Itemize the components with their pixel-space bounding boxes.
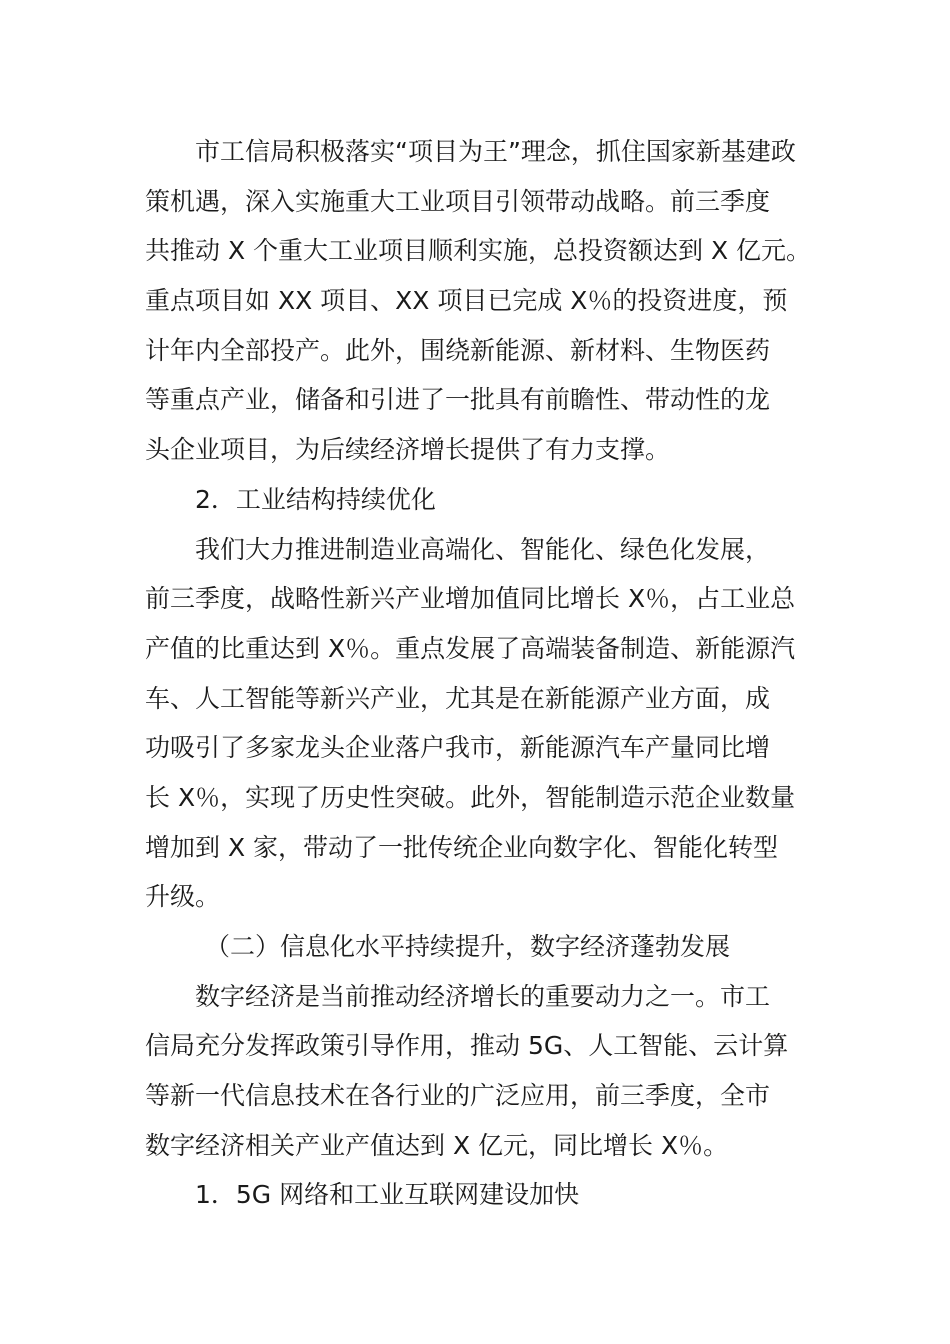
paragraph-line: 市工信局积极落实“项目为王”理念，抓住国家新基建政 <box>195 137 796 166</box>
paragraph-line: 长 X％，实现了历史性突破。此外，智能制造示范企业数量 <box>145 782 796 812</box>
paragraph-line: 功吸引了多家龙头企业落户我市，新能源汽车产量同比增 <box>145 733 771 763</box>
paragraph-line: 头企业项目，为后续经济增长提供了有力支撑。 <box>145 435 671 465</box>
paragraph-line: 前三季度，战略性新兴产业增加值同比增长 X％，占工业总 <box>145 584 796 614</box>
paragraph-line: 等重点产业，储备和引进了一批具有前瞻性、带动性的龙 <box>145 385 771 415</box>
paragraph-line: 我们大力推进制造业高端化、智能化、绿色化发展， <box>195 534 771 564</box>
chapter-heading: （二）信息化水平持续提升，数字经济蓬勃发展 <box>205 932 731 961</box>
section-heading: 1．5G 网络和工业互联网建设加快 <box>195 1180 580 1210</box>
document-body <box>145 127 810 1220</box>
paragraph-line: 车、人工智能等新兴产业，尤其是在新能源产业方面，成 <box>145 683 771 713</box>
paragraph-line: 计年内全部投产。此外，围绕新能源、新材料、生物医药 <box>145 335 771 365</box>
paragraph-line: 数字经济是当前推动经济增长的重要动力之一。市工 <box>195 981 771 1011</box>
paragraph-line: 数字经济相关产业产值达到 X 亿元，同比增长 X％。 <box>145 1130 729 1160</box>
paragraph-line: 策机遇，深入实施重大工业项目引领带动战略。前三季度 <box>145 186 771 216</box>
paragraph-line: 产值的比重达到 X％。重点发展了高端装备制造、新能源汽 <box>145 633 796 663</box>
section-heading: 2．工业结构持续优化 <box>195 484 436 514</box>
paragraph-line: 升级。 <box>145 882 221 912</box>
paragraph-line: 增加到 X 家，带动了一批传统企业向数字化、智能化转型 <box>145 832 779 862</box>
paragraph-line: 重点项目如 XX 项目、XX 项目已完成 X％的投资进度，预 <box>145 286 788 316</box>
paragraph-line: 共推动 X 个重大工业项目顺利实施，总投资额达到 X 亿元。 <box>145 236 812 266</box>
paragraph-line: 信局充分发挥政策引导作用，推动 5G、人工智能、云计算 <box>145 1031 789 1061</box>
paragraph-line: 等新一代信息技术在各行业的广泛应用，前三季度，全市 <box>145 1081 771 1111</box>
